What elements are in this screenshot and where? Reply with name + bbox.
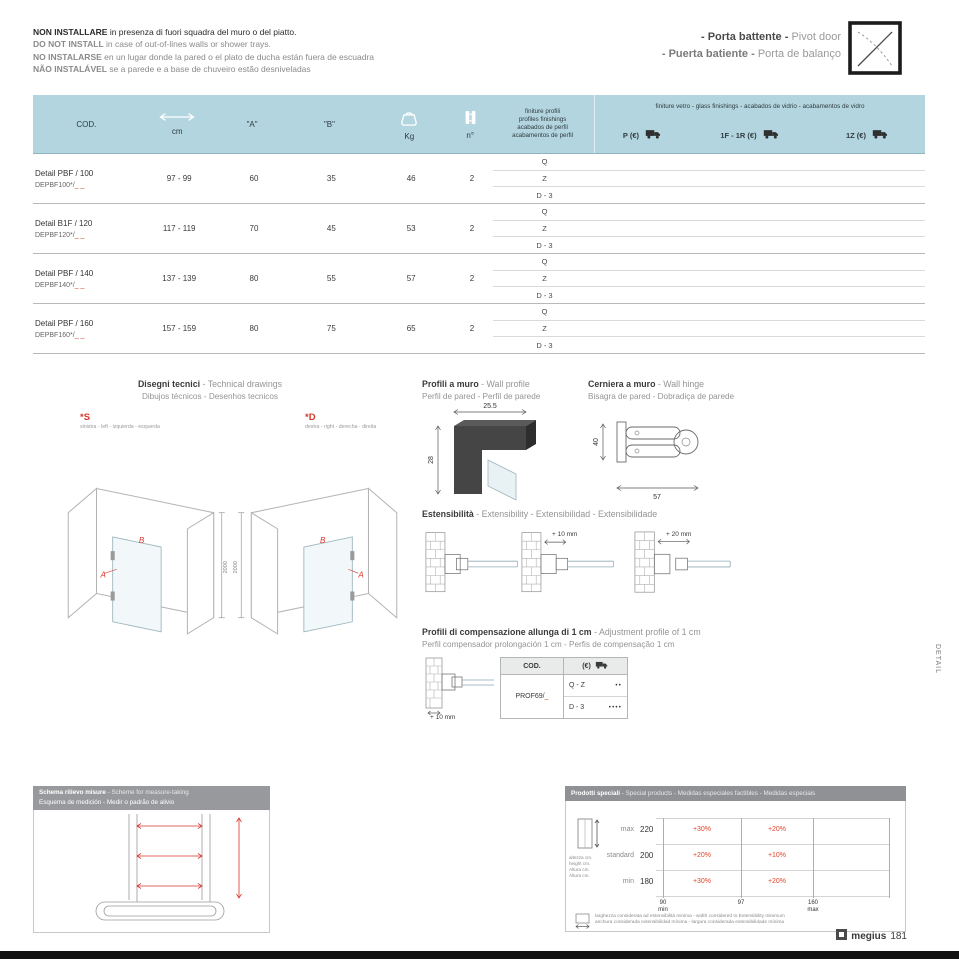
col-header-b: "B" [323, 119, 335, 129]
extensibility-drawing-3 [628, 530, 740, 605]
col-header-cod: COD. [76, 119, 97, 129]
product-title [662, 29, 841, 63]
grid-line-97 [741, 818, 742, 898]
installation-warnings [33, 26, 473, 75]
row-value-standard: 200 [640, 851, 654, 860]
row-label-max: max [620, 826, 634, 833]
x-label-90: 90 min [658, 900, 668, 913]
page-bottom-bar [0, 951, 959, 959]
adjustment-table [500, 657, 628, 719]
n-cell: 2 [469, 224, 475, 233]
truck-icon [645, 129, 662, 141]
col-header-kg: Kg [369, 95, 449, 153]
svg-text:40: 40 [593, 438, 600, 446]
adjustment-row: D - 3 •••• [564, 696, 627, 718]
measure-scheme-drawing [33, 810, 270, 933]
page-number: 181 [890, 930, 907, 942]
extension-label-20mm: + 20 mm [666, 531, 692, 538]
width-arrows-icon [158, 112, 196, 124]
col-header-price-1f-1r: 1F - 1R (€) [690, 117, 810, 153]
brand-name: megius [851, 930, 887, 942]
cm-cell: 117 - 119 [162, 224, 196, 233]
n-cell: 2 [469, 324, 475, 333]
a-cell: 80 [249, 274, 259, 283]
grid-line-right [889, 818, 890, 898]
warning-line-en: DO NOT INSTALL in case of out-of-lines walls or shower trays. [33, 39, 271, 50]
product-cell: Detail PBF / 140 DEPBF140*/_ _ [35, 268, 94, 289]
extension-label-10mm: + 10 mm [552, 531, 578, 538]
warning-line-it: NON INSTALLARE in presenza di fuori squadra del muro o del piatto. [33, 27, 297, 37]
cm-cell: 137 - 139 [162, 274, 197, 283]
svg-text:2000: 2000 [222, 561, 229, 574]
spec-table [33, 95, 925, 354]
adjustment-wall-label: + 10 mm [430, 714, 456, 721]
pct-cell: +20% [692, 852, 712, 859]
n-cell: 2 [469, 174, 475, 183]
adjustment-code: PROF69/ _ [501, 675, 564, 718]
kg-cell: 53 [406, 224, 416, 233]
special-products-header: Prodotti speciali - Special products - Medidas especiales factibles - Medidas especiais [565, 786, 906, 801]
finishes-cell: Q Z D - 3 [493, 154, 925, 203]
product-cell: Detail B1F / 120 DEPBF120*/_ _ [35, 218, 93, 239]
pct-cell: +30% [692, 826, 712, 833]
adjustment-profile-title: Profili di compensazione allunga di 1 cm - Adjustment profile of 1 cm Perfil compensador prolongación 1 cm - Perfis de compensação 1 cm [422, 627, 701, 649]
cm-cell: 97 - 99 [166, 174, 192, 183]
wall-profile-title: Profili a muro - Wall profile Perfil de pared - Perfil de parede [422, 379, 541, 401]
col-header-profile-finishings: finiture profili profiles finishings acabados de perfil acabamentos de perfil [512, 107, 574, 140]
door-height-icon [576, 817, 600, 856]
col-header-a: "A" [246, 119, 258, 129]
svg-text:2000: 2000 [233, 561, 240, 574]
svg-text:B: B [320, 536, 326, 546]
wall-profile-drawing [424, 400, 559, 510]
truck-icon [872, 129, 889, 141]
megius-logo [836, 929, 847, 943]
svg-text:B: B [138, 536, 145, 546]
product-cell: Detail PBF / 100 DEPBF100*/_ _ [35, 168, 94, 189]
col-header-price-p: P (€) [595, 117, 690, 153]
row-value-max: 220 [640, 825, 654, 834]
pct-cell: +30% [692, 878, 712, 885]
table-row [33, 304, 925, 354]
adjustment-profile-drawing [424, 656, 499, 721]
n-cell: 2 [469, 274, 475, 283]
a-cell: 70 [249, 224, 259, 233]
row-value-min: 180 [640, 877, 654, 886]
pivot-door-icon [847, 20, 903, 81]
special-products-footnote: larghezza considerata ad estensibilità minima - width considered to Extensibility minimum anchura considerada extensibilidad mínima - largura considerada extensibilidade mínima [595, 914, 785, 926]
table-row [33, 254, 925, 304]
svg-text:57: 57 [653, 494, 661, 501]
measure-scheme-header: Schema rilievo misure - Scheme for measure-taking Esquema de medición - Medir o padrão de alivio [33, 786, 270, 810]
row-label-standard: standard [606, 852, 634, 859]
truck-icon [595, 661, 609, 671]
product-title-line2: - Puerta batiente - Porta de balanço [661, 48, 841, 61]
page-footer [836, 929, 907, 943]
measure-scheme-box [33, 786, 270, 933]
cm-cell: 157 - 159 [162, 324, 197, 333]
finishes-cell: Q Z D - 3 [493, 254, 925, 303]
wall-hinge-drawing [593, 400, 718, 510]
a-cell: 80 [249, 324, 259, 333]
isometric-drawing-left [60, 438, 232, 650]
col-header-n: n° [449, 95, 491, 153]
wall-hinge-title: Cerniera a muro - Wall hinge Bisagra de pared - Dobradiça de parede [588, 379, 735, 401]
col-header-glass-finishings: finiture vetro - glass finishings - acabados de vidrio - acabamentos de vidro P (€) 1F - 1R (€) 1Z (€) [594, 95, 925, 153]
col-header-cm: cm [140, 95, 215, 153]
b-cell: 45 [326, 224, 336, 233]
isometric-drawing-right [233, 438, 405, 650]
right-version-mark: *D destra - right - derecha - direita [305, 412, 377, 430]
truck-icon [763, 129, 780, 141]
x-label-97: 97 [737, 900, 745, 906]
warning-line-pt: NÃO INSTALÁVEL se a parede e a base de chuveiro estão desniveladas [33, 63, 311, 74]
height-axis-labels: altezza cm. height cm. Altura cm. Altura cm. [569, 855, 593, 878]
pct-cell: +20% [767, 826, 787, 833]
pct-cell: +10% [767, 852, 787, 859]
kg-cell: 65 [406, 324, 416, 333]
product-title-line1: - Porta battente - Pivot door [701, 31, 841, 43]
adjustment-row: Q - Z •• [569, 682, 622, 689]
finishes-cell: Q Z D - 3 [493, 304, 925, 353]
grid-line-160 [813, 818, 814, 898]
spec-table-header [33, 95, 925, 154]
special-products-box [565, 786, 906, 932]
extensibility-drawing-2 [520, 530, 620, 605]
x-label-160: 160 max [807, 900, 819, 913]
table-row [33, 154, 925, 204]
weight-icon [398, 108, 420, 129]
svg-text:28: 28 [428, 456, 435, 464]
finishes-cell: Q Z D - 3 [493, 204, 925, 253]
kg-cell: 57 [406, 274, 416, 283]
svg-text:25.5: 25.5 [483, 403, 497, 410]
extensibility-drawing-1 [424, 530, 524, 605]
b-cell: 75 [326, 324, 336, 333]
pct-cell: +20% [767, 878, 787, 885]
svg-text:A: A [100, 570, 106, 580]
adjustment-table-header: COD. (€) [501, 658, 627, 675]
a-cell: 60 [249, 174, 259, 183]
table-row [33, 204, 925, 254]
row-label-min: min [622, 878, 634, 885]
kg-cell: 46 [406, 174, 416, 183]
door-width-icon [574, 913, 592, 934]
section-side-label: DETAIL [934, 644, 941, 674]
extensibility-title: Estensibilità - Extensibility - Extensibilidad - Extensibilidade [422, 509, 658, 519]
hinge-icon [464, 109, 477, 128]
warning-line-es: NO INSTALARSE en un lugar donde la pared o el plato de ducha están fuera de escuadra [33, 51, 375, 62]
b-cell: 35 [326, 174, 336, 183]
left-version-mark: *S sinistra - left - izquierda - esquerda [80, 412, 160, 430]
technical-drawings-title: Disegni tecnici - Technical drawings Dibujos técnicos - Desenhos tecnicos [137, 379, 283, 401]
product-cell: Detail PBF / 160 DEPBF160*/_ _ [35, 318, 94, 339]
b-cell: 55 [326, 274, 336, 283]
col-header-price-1z: 1Z (€) [810, 117, 925, 153]
svg-text:A: A [358, 570, 364, 580]
